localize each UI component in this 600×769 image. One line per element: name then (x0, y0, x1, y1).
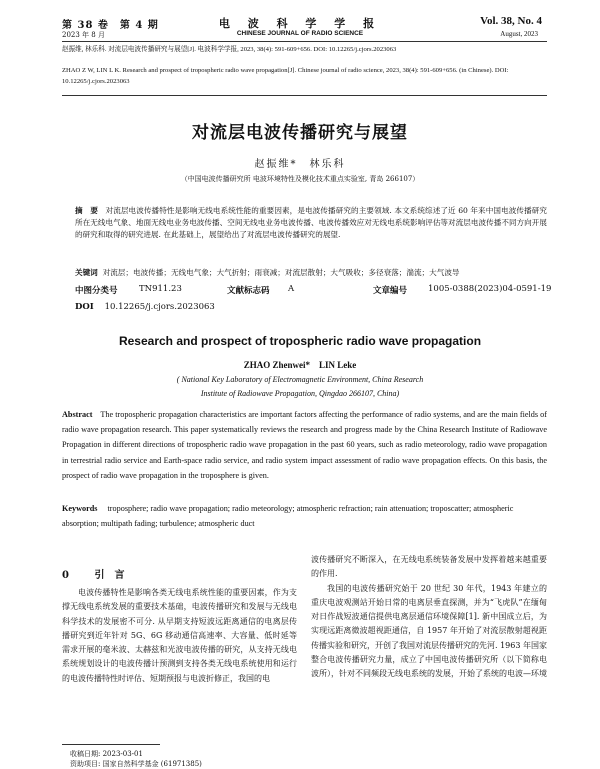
article-no-label: 文章编号 (373, 286, 408, 296)
article-no-value: 1005-0388(2023)04-0591-19 (428, 284, 552, 294)
footnote-received: 收稿日期: 2023-03-01 (70, 750, 143, 758)
header-volume-cn: 第 38 卷 第 4 期 (62, 20, 159, 31)
doi-label: DOI (75, 302, 94, 312)
affiliation-en-line1: ( National Key Laboratory of Electromagnetic Environment, China Research (176, 375, 424, 384)
section-heading (62, 566, 124, 581)
body-paragraph: 我国的电波传播研究始于 20 世纪 30 年代，1943 年建立的重庆电波观测站开始日常的电离层垂直探测，并为“飞虎队”在缅甸对日作战短波通信提供电离层通信环境保障[1]. 新中国成立后，为实现远距离微波超视距通信，自 1957 年开始了对流层散射超视距传播实验和研究，开创了我国对流层传播研究的先河. 1963 年国家整合电波传播研究力量，成立了中国电波传播研究所（以下简称电波所），针对不同频段无线电系统的发展，开始了系统的电波—环境 (311, 583, 547, 679)
section-number: 0 (62, 570, 69, 581)
body-left-column (62, 586, 297, 686)
keywords-en-label: Keywords (62, 504, 98, 513)
doc-code-value: A (288, 284, 295, 294)
authors-en: ZHAO Zhenwei* LIN Leke (243, 360, 357, 370)
abstract-cn-label: 摘 要 (75, 206, 99, 215)
citation-en: ZHAO Z W, LIN L K. Research and prospect of tropospheric radio wave propagation[J]. Chinese journal of radio science, 2023, 38(4): 591-609+656. (in Chinese). DOI: 10.12265/j.cjors.2023063 (62, 67, 509, 85)
keywords-en-text: troposphere; radio wave propagation; radio meteorology; atmospheric refraction; rain attenuation; troposcatter; atmospheric absorption; multipath fading; turbulence; atmospheric duct (62, 504, 514, 528)
keywords-cn-label: 关键词 (75, 268, 98, 277)
title-en: Research and prospect of tropospheric radio wave propagation (118, 334, 482, 348)
header-date-cn: 2023 年 8 月 (62, 31, 105, 39)
clc-value: TN911.23 (139, 284, 182, 294)
keywords-cn-text: 对流层；电波传播；无线电气象；大气折射；雨衰减；对流层散射；大气吸收；多径衰落；湍流；大气波导 (102, 268, 460, 277)
abstract-en-label: Abstract (62, 410, 93, 419)
body-right-column (311, 553, 547, 682)
header-date-en: August, 2023 (500, 30, 538, 38)
section-title: 引 言 (94, 570, 125, 581)
citation-rule (62, 95, 547, 96)
authors-cn: 赵振维* 林乐科 (254, 159, 346, 170)
header-journal-en: CHINESE JOURNAL OF RADIO SCIENCE (236, 30, 364, 37)
abstract-cn-text: 对流层电波传播特性是影响无线电系统性能的重要因素，是电波传播研究的主要领域. 本文系统综述了近 60 年来中国电波传播研究所在无线电气象、地面无线电业务电波传播、空间无线电业务电波传播、电波传播效应对无线电系统影响评估等对流层电波传播不同方向开展的研究和取得的研究进展. 在此基础上，展望给出了对流层电波传播研究的展望. (75, 206, 548, 240)
footnote-rule (62, 744, 160, 745)
affiliation-en-line2: Institute of Radiowave Propagation, Qingdao 266107, China) (200, 389, 400, 398)
doi-value: 10.12265/j.cjors.2023063 (104, 302, 215, 312)
body-paragraph: 电波传播特性是影响各类无线电系统性能的重要因素，作为支撑无线电系统发展的重要技术基础，电波传播研究和发展与无线电科学技术的发展密不可分. 从早期支持短波远距离通信的电离层传播研究到近年针对 5G、6G 移动通信高速率、大容量、低时延等需求开展的毫米波、太赫兹和光波电波传播的研究，从支持无线电系统规划设计的电波传播计预测到支持各类无线电系统使用和运行的电波传播特性时评估、短期预报与电波折修正，我国的电 (62, 588, 297, 683)
clc-label: 中图分类号 (75, 286, 118, 296)
header-rule (62, 41, 547, 42)
header-journal-cn: 电 波 科 学 学 报 (218, 17, 382, 30)
doc-code-label: 文献标志码 (227, 286, 270, 296)
body-paragraph: 波传播研究不断深入，在无线电系统装备发展中发挥着越来越重要的作用. (311, 555, 547, 579)
citation-cn: 赵振维, 林乐科. 对流层电波传播研究与展望[J]. 电波科学学报, 2023, 38(4): 591-609+656. DOI: 10.12265/j.cjors.2023063 (62, 46, 397, 53)
affiliation-cn: （中国电波传播研究所 电波环境特性及模化技术重点实验室, 青岛 266107） (180, 175, 420, 183)
keywords-cn (75, 267, 547, 279)
abstract-en (62, 407, 547, 483)
page-title: 对流层电波传播研究与展望 (192, 123, 408, 143)
abstract-cn (75, 205, 547, 242)
abstract-en-text: The tropospheric propagation characteristics are important factors affecting the performance of radio systems, and are the main fields of radio wave propagation research. This paper systematically reviews the research and progress made by the China Research Institute of Radiowave Propagation in different directions of tropospheric radio wave propagation in the past 60 years, such as radio meteorology, radio wave propagation in terrestrial radio service and Earth-space radio service, and radio system impact assessment of radio wave propagation effects. On this basis, the prospect of radio wave propagation in the troposphere is given. (62, 410, 547, 480)
doi-row (75, 302, 215, 312)
keywords-en (62, 502, 547, 531)
header-volume-en: Vol. 38, No. 4 (480, 15, 542, 27)
footnote-funding: 资助项目: 国家自然科学基金 (61971385) (70, 760, 202, 768)
